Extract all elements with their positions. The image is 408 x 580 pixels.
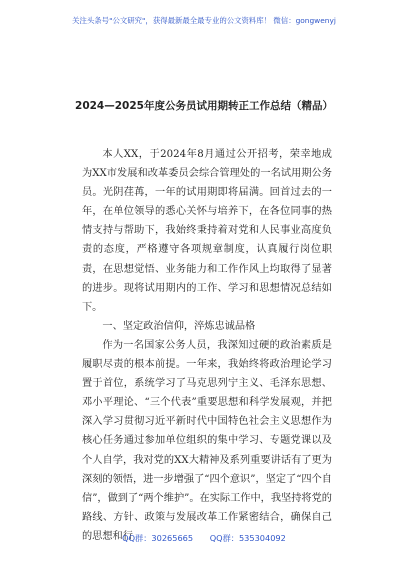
intro-paragraph: 本人XX，于2024年8月通过公开招考，荣幸地成为XX市发展和改革委员会综合管理处的一名试用期公务员。光阴荏苒，一年的试用期即将届满。回首过去的一年，在单位领导的悉心关怀与培养下，在各位同事的热情支持与帮助下，我始终秉持着对党和人民事业高度负责的态度，严格遵守各项规章制度，认真履行岗位职责，在思想觉悟、业务能力和工作作风上均取得了显著的进步。现将试用期内的工作、学习和思想情况总结如下。 <box>82 149 332 313</box>
top-banner-promo: 关注头条号"公文研究"，获得最新最全最专业的公文资料库！ 微信：gongwenyj <box>72 16 336 25</box>
document-title: 2024—2025年度公务员试用期转正工作总结（精品） <box>75 100 333 112</box>
footer-qq-group-1: QQ群：30265665 <box>122 533 194 543</box>
footer-qq-group-2: QQ群：535304092 <box>209 533 286 543</box>
section-heading-1: 一、坚定政治信仰，淬炼忠诚品格 <box>102 320 256 332</box>
section-1-paragraph: 作为一名国家公务人员，我深知过硬的政治素质是履职尽责的根本前提。一年来，我始终将政治理论学习置于首位，系统学习了马克思列宁主义、毛泽东思想、邓小平理论、“三个代表”重要思想和科学发展观，并把深入学习贯彻习近平新时代中国特色社会主义思想作为核心任务通过参加单位组织的集中学习、专题党课以及个人自学，我对党的XX大精神及系列重要讲话有了更为深刻的领悟，进一步增强了“四个意识”，坚定了“四个自信”，做到了“两个维护”。在实际工作中，我坚持将党的路线、方针、政策与发展改革工作紧密结合，确保自己的思想和行 <box>82 339 332 542</box>
document-body <box>82 145 332 546</box>
footer-contact <box>0 533 408 544</box>
